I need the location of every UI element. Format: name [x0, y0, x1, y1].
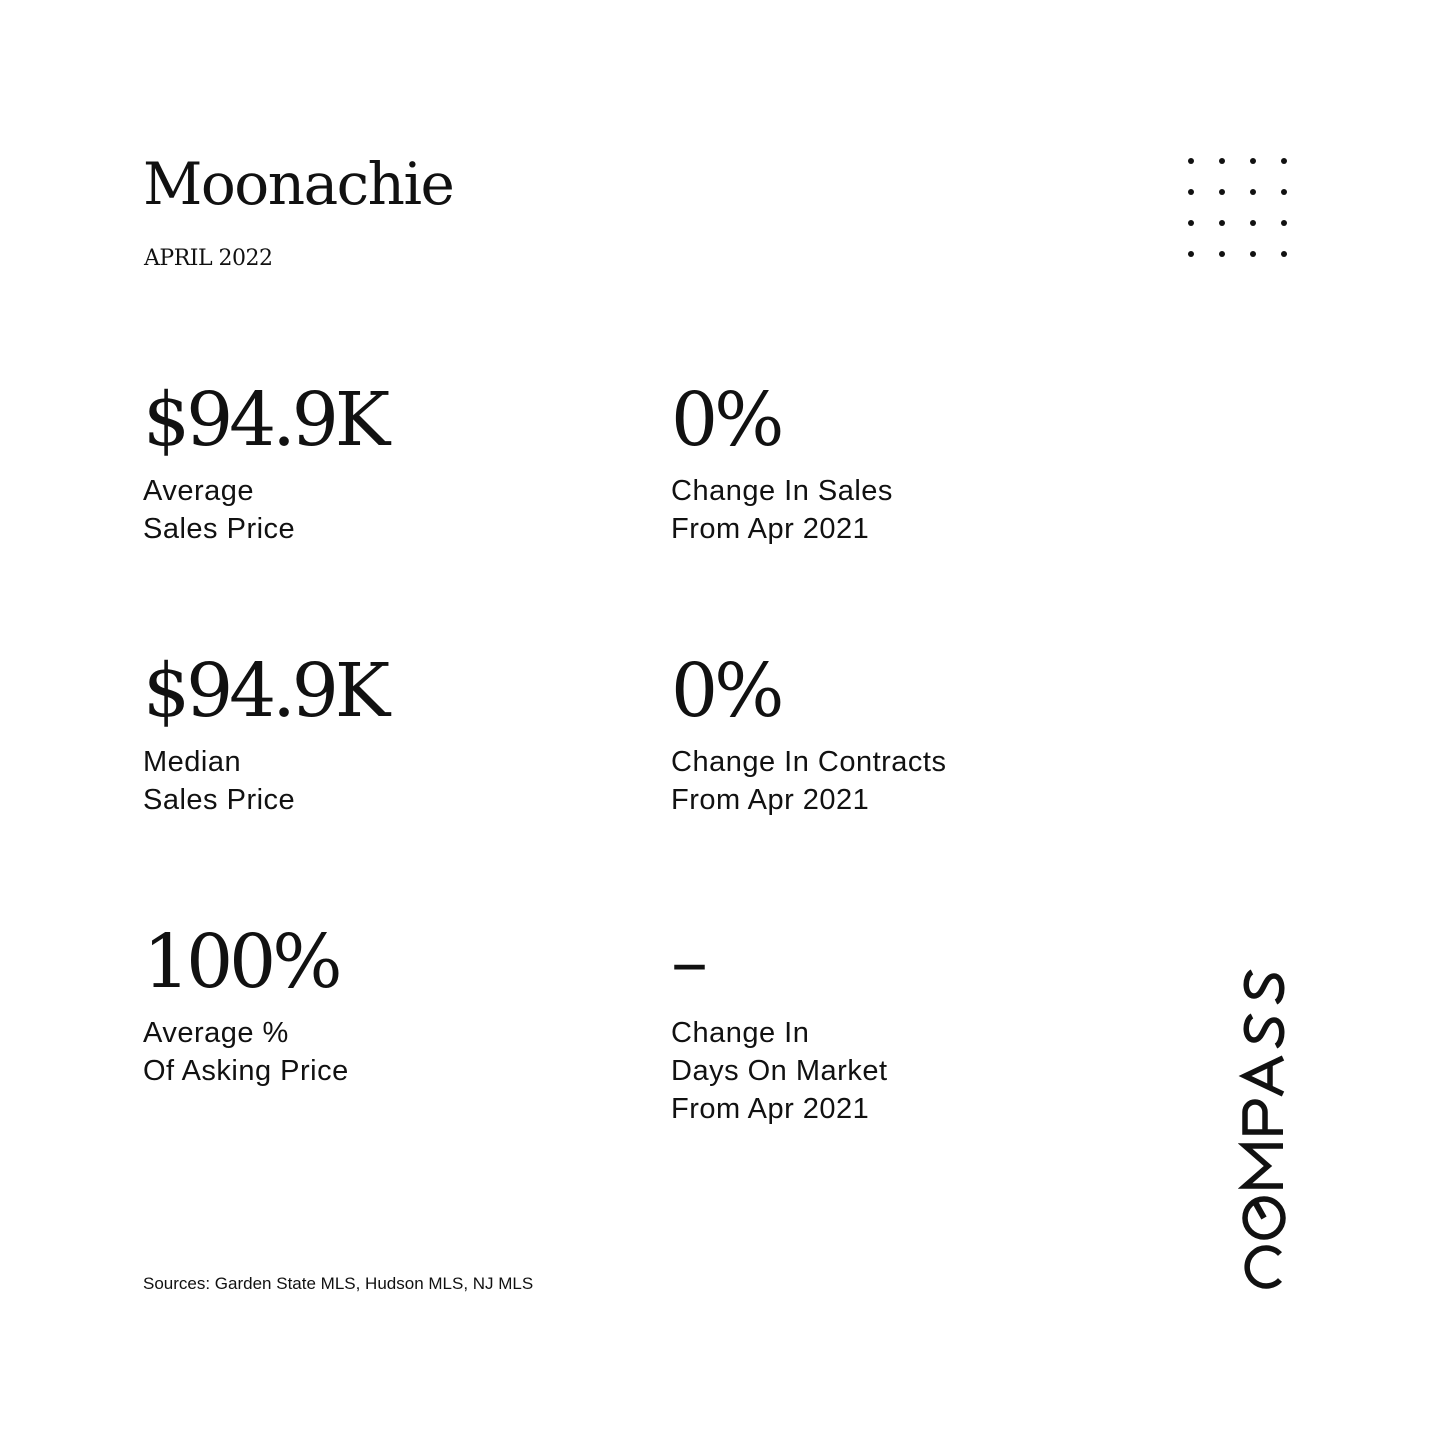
- stat-label-line: Change In Contracts: [671, 746, 947, 778]
- dot-grid-icon: [1175, 145, 1299, 269]
- stat-label-line: Average: [143, 475, 254, 507]
- stat-average-of-asking-price: [143, 920, 349, 1090]
- stat-value: 100%: [143, 919, 339, 1005]
- stat-median-sales-price: [143, 649, 386, 819]
- stat-value: $94.9K: [143, 648, 387, 734]
- stat-change-in-days-on-market: [671, 920, 888, 1128]
- sources-note: Sources: Garden State MLS, Hudson MLS, NJ MLS: [143, 1274, 534, 1293]
- stat-label-line: Change In: [671, 1017, 810, 1049]
- compass-logo: [1238, 958, 1290, 1294]
- stat-label-line: Average %: [143, 1017, 289, 1049]
- report-date: APRIL 2022: [144, 246, 273, 271]
- stat-label: [671, 472, 893, 548]
- stat-label: [143, 472, 386, 548]
- page-title: Moonachie: [143, 150, 454, 218]
- stat-label-line: Median: [143, 746, 242, 778]
- stat-change-in-contracts: [671, 649, 946, 819]
- stat-label: [671, 743, 946, 819]
- stat-label-line: Sales Price: [143, 513, 296, 545]
- stat-label-line: From Apr 2021: [671, 513, 870, 545]
- stat-label: [143, 1014, 349, 1090]
- stat-label-line: Days On Market: [671, 1055, 888, 1087]
- stat-value: 0%: [671, 648, 781, 734]
- stat-label-line: Sales Price: [143, 784, 296, 816]
- stat-label-line: Of Asking Price: [143, 1055, 349, 1087]
- stat-average-sales-price: [143, 378, 386, 548]
- stat-label: [143, 743, 386, 819]
- stat-label-line: Change In Sales: [671, 475, 893, 507]
- stat-label-line: From Apr 2021: [671, 784, 870, 816]
- stat-value: 0%: [671, 377, 781, 463]
- stat-change-in-sales: [671, 378, 893, 548]
- stat-value: –: [671, 919, 704, 1005]
- stat-label-line: From Apr 2021: [671, 1093, 870, 1125]
- stat-value: $94.9K: [143, 377, 387, 463]
- stat-label: [671, 1014, 888, 1128]
